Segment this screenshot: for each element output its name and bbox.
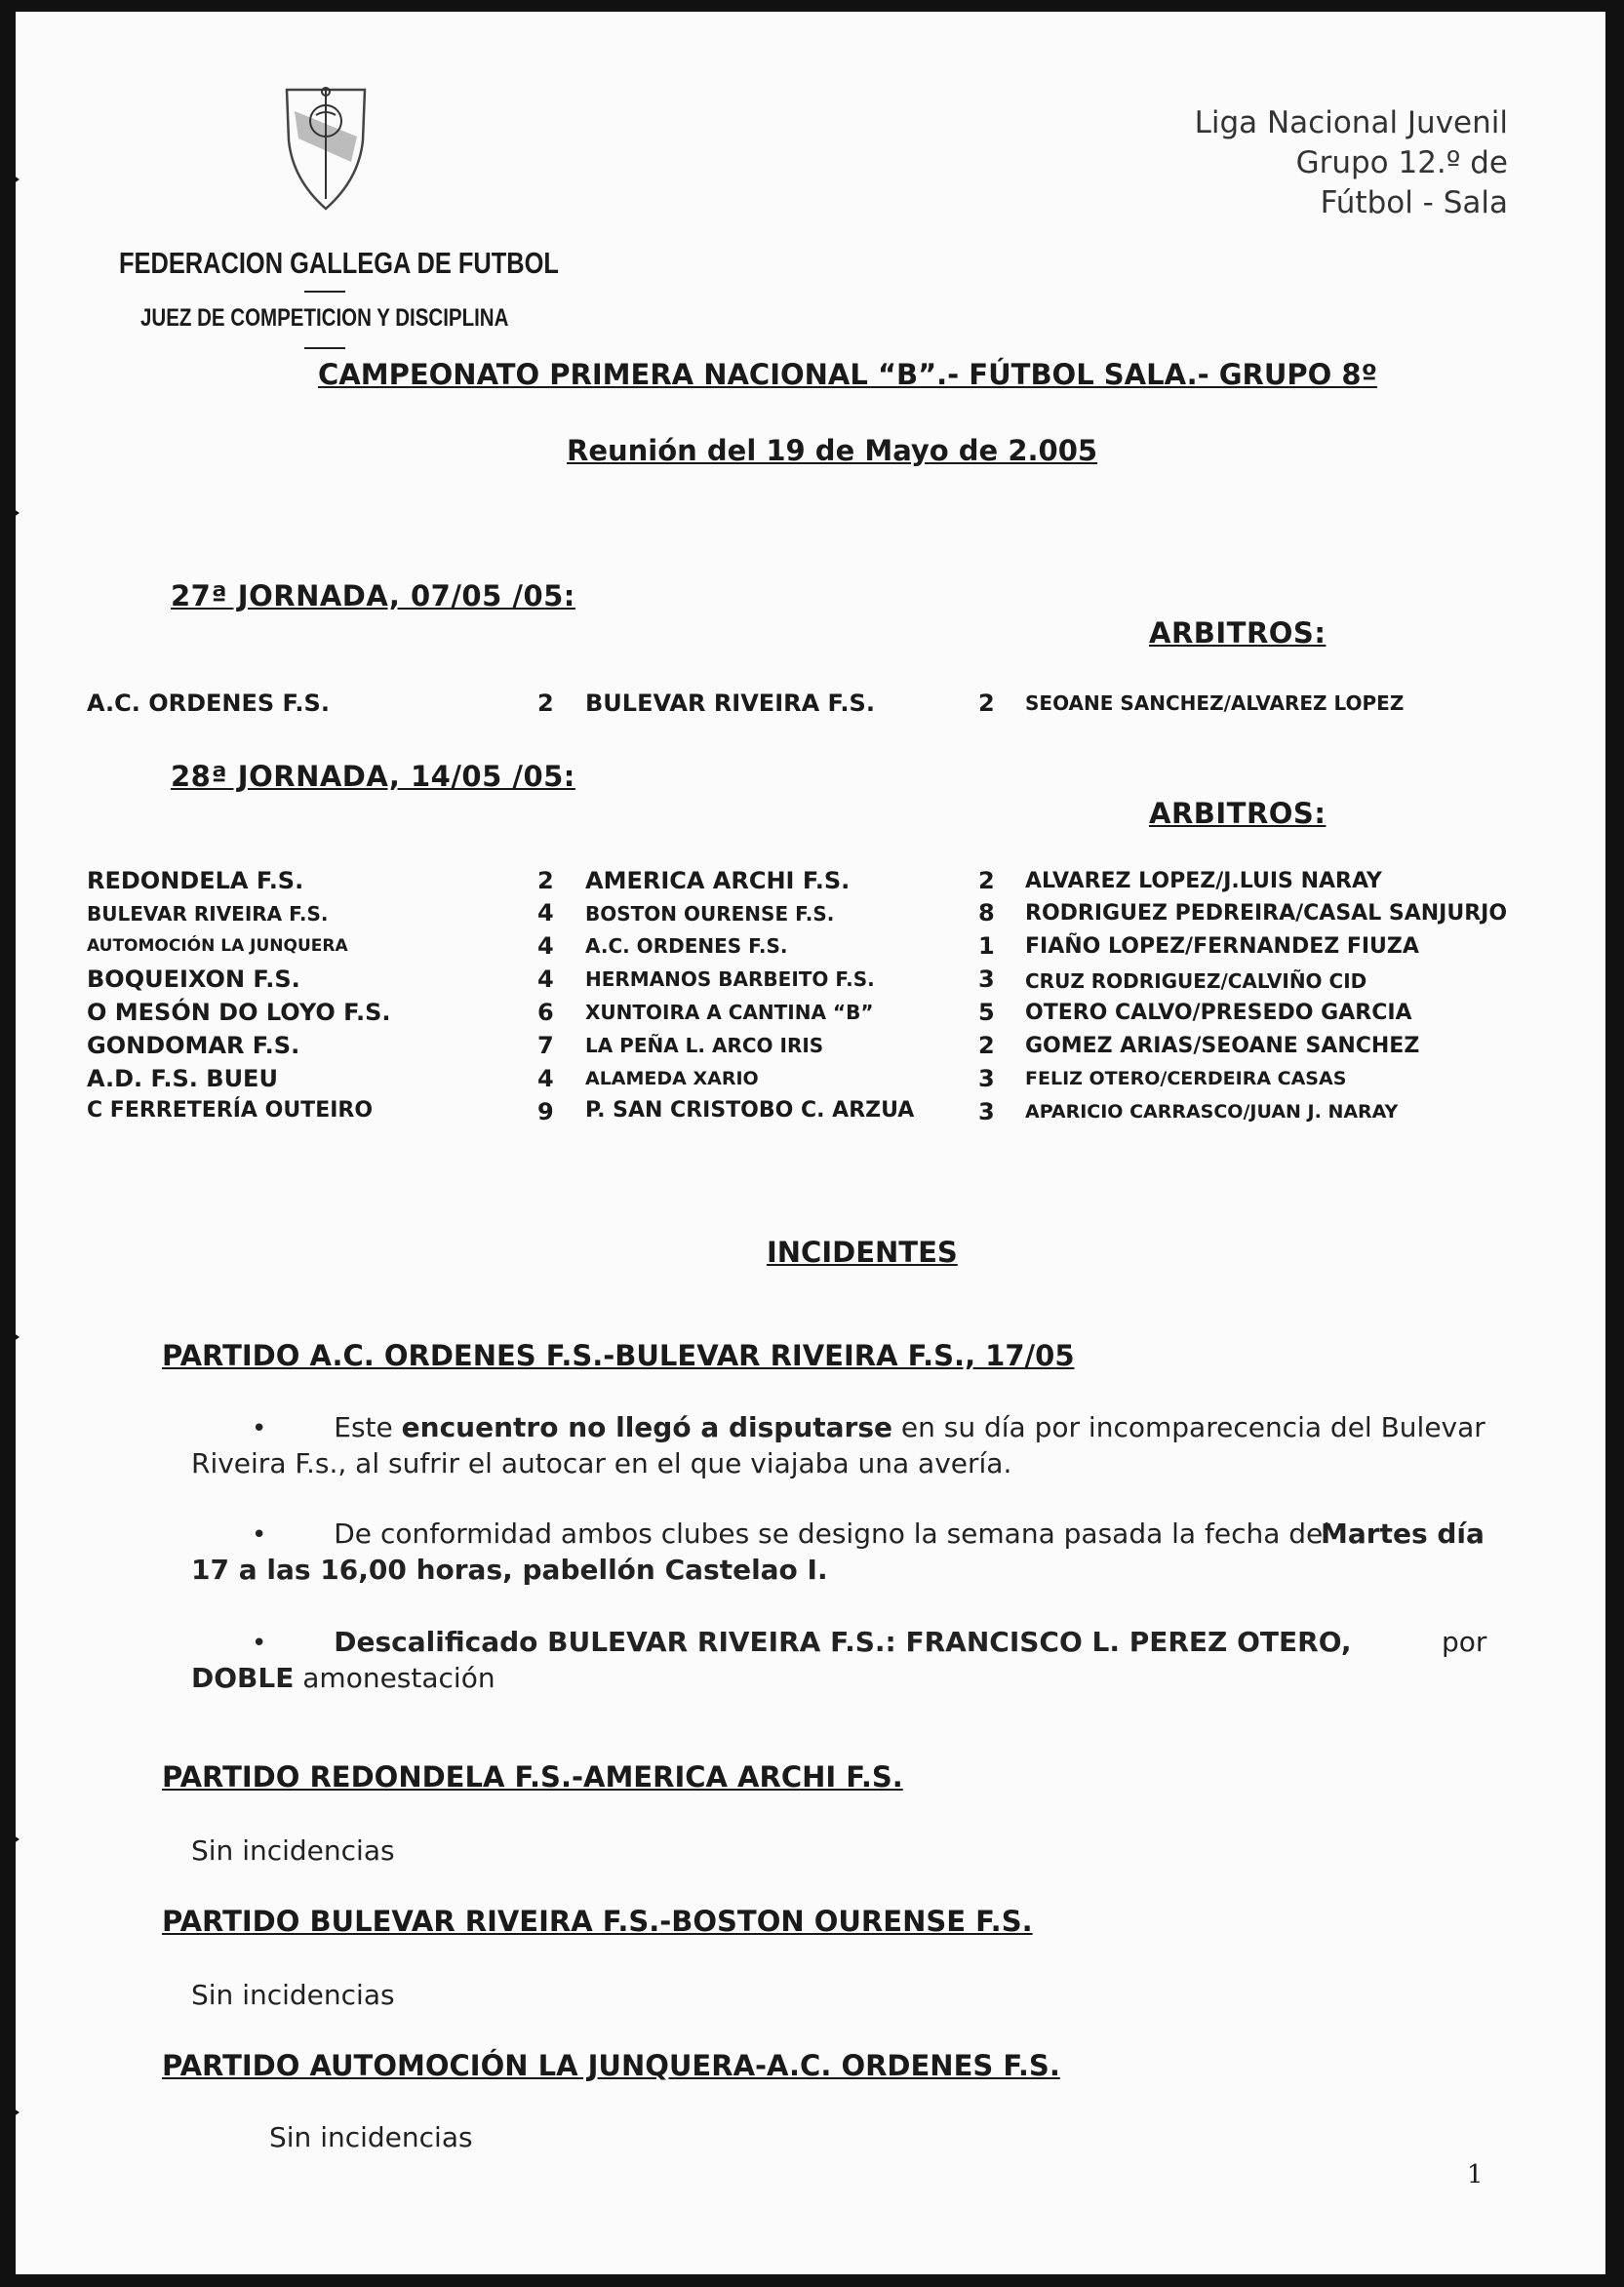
home-team: C FERRETERÍA OUTEIRO xyxy=(87,1098,374,1123)
away-score: 2 xyxy=(978,690,995,717)
away-score: 3 xyxy=(978,1098,995,1125)
punch-hole-mark xyxy=(16,1323,20,1351)
partido-note: Sin incidencias xyxy=(191,1979,395,2011)
para-line xyxy=(191,1552,828,1589)
home-team: A.C. ORDENES F.S. xyxy=(87,690,330,717)
meeting-date: Reunión del 19 de Mayo de 2.005 xyxy=(567,434,1098,467)
para-bold: Martes día xyxy=(1321,1518,1485,1550)
home-team: BULEVAR RIVEIRA F.S. xyxy=(87,902,329,926)
home-team: GONDOMAR F.S. xyxy=(87,1032,300,1059)
jornada-28-heading: 28ª JORNADA, 14/05 /05: xyxy=(171,760,575,793)
referees: APARICIO CARRASCO/JUAN J. NARAY xyxy=(1025,1101,1399,1123)
liga-line: Liga Nacional Juvenil xyxy=(1194,105,1508,140)
home-team: BOQUEIXON F.S. xyxy=(87,966,300,993)
away-team: LA PEÑA L. ARCO IRIS xyxy=(585,1034,824,1057)
away-team: ALAMEDA XARIO xyxy=(585,1068,759,1089)
bullet-paragraph xyxy=(252,1409,1485,1447)
away-team: XUNTOIRA A CANTINA “B” xyxy=(585,1001,874,1024)
shield-emblem-icon xyxy=(281,82,371,214)
liga-block xyxy=(1195,103,1508,223)
para-text: amonestación xyxy=(294,1662,495,1694)
para-text: De conformidad ambos clubes se designo la semana pasada la fecha del xyxy=(334,1518,1331,1550)
partido-note: Sin incidencias xyxy=(269,2121,473,2153)
referees: CRUZ RODRIGUEZ/CALVIÑO CID xyxy=(1025,969,1367,993)
para-text: Este xyxy=(334,1411,402,1443)
bullet-icon: • xyxy=(252,1414,267,1443)
para-bold: 17 a las 16,00 horas, pabellón Castelao I. xyxy=(191,1554,828,1586)
home-score: 4 xyxy=(537,932,554,960)
federation-name: FEDERACION GALLEGA DE FUTBOL xyxy=(119,246,559,280)
arbitros-heading: ARBITROS: xyxy=(1149,797,1327,830)
home-team: A.D. F.S. BUEU xyxy=(87,1065,278,1092)
referees: FELIZ OTERO/CERDEIRA CASAS xyxy=(1025,1068,1347,1089)
document-page xyxy=(16,12,1605,2274)
para-line: Riveira F.s., al sufrir el autocar en el que viajaba una avería. xyxy=(191,1447,1012,1479)
home-team: AUTOMOCIÓN LA JUNQUERA xyxy=(87,936,348,956)
partido-heading: PARTIDO A.C. ORDENES F.S.-BULEVAR RIVEIRA F.S., 17/05 xyxy=(162,1339,1075,1372)
away-team: HERMANOS BARBEITO F.S. xyxy=(585,967,875,991)
document-title: CAMPEONATO PRIMERA NACIONAL “B”.- FÚTBOL SALA.- GRUPO 8º xyxy=(318,358,1377,391)
away-score: 2 xyxy=(978,1032,995,1059)
away-team: AMERICA ARCHI F.S. xyxy=(585,867,851,894)
home-score: 4 xyxy=(537,899,554,927)
para-bold-wrap xyxy=(1321,1516,1485,1553)
partido-heading: PARTIDO BULEVAR RIVEIRA F.S.-BOSTON OURENSE F.S. xyxy=(162,1905,1033,1938)
divider xyxy=(304,291,345,293)
home-score: 4 xyxy=(537,966,554,993)
bullet-icon: • xyxy=(252,1629,267,1658)
bullet-paragraph xyxy=(252,1624,1352,1662)
jornada-27-heading: 27ª JORNADA, 07/05 /05: xyxy=(171,579,575,612)
referees: OTERO CALVO/PRESEDO GARCIA xyxy=(1025,1001,1412,1025)
divider xyxy=(304,347,345,349)
para-text: por xyxy=(1442,1626,1487,1658)
referees: RODRIGUEZ PEDREIRA/CASAL SANJURJO xyxy=(1025,901,1508,926)
partido-heading: PARTIDO AUTOMOCIÓN LA JUNQUERA-A.C. ORDENES F.S. xyxy=(162,2049,1060,2082)
punch-hole-mark xyxy=(16,166,20,193)
para-bold: Descalificado BULEVAR RIVEIRA F.S.: FRANCISCO L. PEREZ OTERO, xyxy=(334,1626,1352,1658)
para-bold: encuentro no llegó a disputarse xyxy=(401,1411,892,1443)
punch-hole-mark xyxy=(16,2099,20,2126)
away-team: P. SAN CRISTOBO C. ARZUA xyxy=(585,1098,915,1123)
punch-hole-mark xyxy=(16,499,20,527)
home-score: 4 xyxy=(537,1065,554,1092)
away-score: 8 xyxy=(978,899,995,927)
bullet-paragraph xyxy=(252,1516,1330,1554)
home-score: 7 xyxy=(537,1032,554,1059)
para-line xyxy=(191,1660,495,1697)
liga-line: Fútbol - Sala xyxy=(1320,185,1508,220)
home-score: 9 xyxy=(537,1098,554,1125)
away-score: 3 xyxy=(978,966,995,993)
away-team: BOSTON OURENSE F.S. xyxy=(585,902,835,926)
bullet-icon: • xyxy=(252,1520,267,1550)
liga-line: Grupo 12.º de xyxy=(1295,145,1508,180)
referees: GOMEZ ARIAS/SEOANE SANCHEZ xyxy=(1025,1034,1420,1058)
home-team: O MESÓN DO LOYO F.S. xyxy=(87,999,391,1026)
referees: ALVAREZ LOPEZ/J.LUIS NARAY xyxy=(1025,869,1382,893)
committee-name: JUEZ DE COMPETICION Y DISCIPLINA xyxy=(140,304,509,332)
partido-heading: PARTIDO REDONDELA F.S.-AMERICA ARCHI F.S. xyxy=(162,1760,903,1794)
away-score: 1 xyxy=(978,932,995,960)
away-score: 2 xyxy=(978,867,995,894)
referees: SEOANE SANCHEZ/ALVAREZ LOPEZ xyxy=(1025,691,1405,715)
away-score: 5 xyxy=(978,999,995,1026)
away-team: BULEVAR RIVEIRA F.S. xyxy=(585,690,875,717)
home-score: 6 xyxy=(537,999,554,1026)
incidentes-heading: INCIDENTES xyxy=(767,1236,958,1269)
para-text: en su día por incomparecencia del Bulevar xyxy=(892,1411,1485,1443)
punch-hole-mark xyxy=(16,1826,20,1853)
referees: FIAÑO LOPEZ/FERNANDEZ FIUZA xyxy=(1025,934,1419,959)
home-team: REDONDELA F.S. xyxy=(87,867,304,894)
away-team: A.C. ORDENES F.S. xyxy=(585,934,788,958)
arbitros-heading: ARBITROS: xyxy=(1149,616,1327,650)
page-number: 1 xyxy=(1467,2160,1484,2189)
para-bold: DOBLE xyxy=(191,1662,295,1694)
away-score: 3 xyxy=(978,1065,995,1092)
home-score: 2 xyxy=(537,867,554,894)
home-score: 2 xyxy=(537,690,554,717)
partido-note: Sin incidencias xyxy=(191,1834,395,1867)
